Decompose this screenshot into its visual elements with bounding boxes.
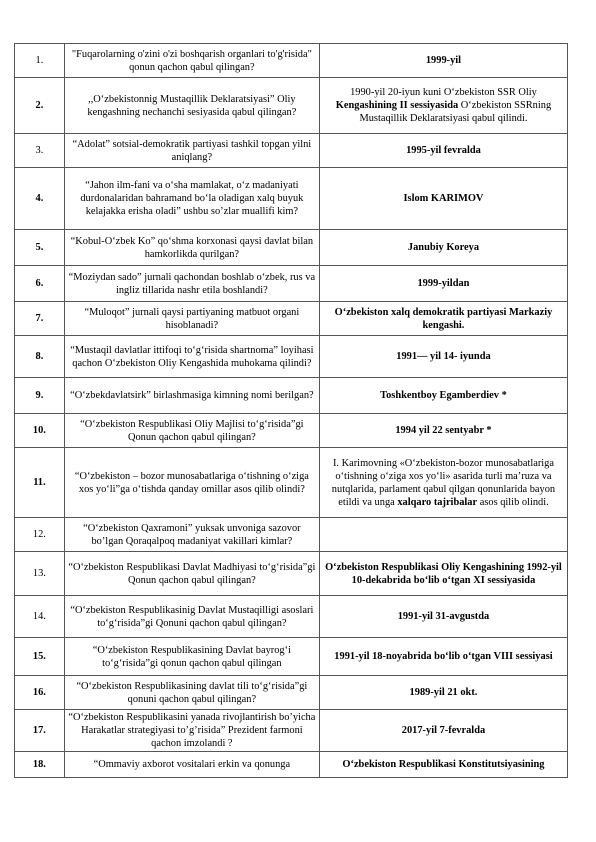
answer-text: 1991-yil 18-noyabrida bo‘lib o‘tgan VIII sessiyasi (334, 651, 553, 662)
table-row (15, 710, 568, 752)
row-number: 13. (15, 552, 65, 596)
answer-text: 1999-yildan (417, 278, 470, 289)
question-cell: “Adolat” sotsial-demokratik partiyasi tashkil topgan yilni aniqlang? (64, 134, 319, 168)
answer-text: Janubiy Koreya (407, 242, 480, 253)
table-row (15, 518, 568, 552)
table-row (15, 448, 568, 518)
question-cell: “O‘zbekiston Respublikasi Davlat Madhiyasi to‘g‘risida”gi Qonun qachon qabul qilingan? (64, 552, 319, 596)
answer-cell (319, 518, 567, 552)
answer-cell (319, 44, 567, 78)
table-row (15, 266, 568, 302)
question-cell: “O‘zbekiston Qaxramoni” yuksak unvoniga sazovor bo’lgan Qoraqalpoq madaniyat vakillari kimlar? (64, 518, 319, 552)
row-number: 2. (15, 78, 65, 134)
answer-text: 2017-yil 7-fevralda (401, 725, 486, 736)
answer-text: 1994 yil 22 sentyabr * (395, 425, 492, 436)
row-number: 3. (15, 134, 65, 168)
answer-text: 1990-yil 20-iyun kuni O‘zbekiston SSR Oliy (350, 87, 537, 98)
answer-text: O‘zbekiston Respublikasi Oliy Kengashining 1992-yil 10-dekabrida bo‘lib o‘tgan XI sessiyasida (325, 561, 562, 586)
row-number: 4. (15, 168, 65, 230)
row-number: 7. (15, 302, 65, 336)
table-row (15, 596, 568, 638)
table-row (15, 168, 568, 230)
table-row (15, 638, 568, 676)
questions-table-body (15, 44, 568, 778)
answer-cell (319, 676, 567, 710)
answer-text: Toshkentboy Egamberdiev * (380, 390, 507, 401)
row-number: 8. (15, 336, 65, 378)
table-row (15, 230, 568, 266)
table-row (15, 302, 568, 336)
answer-text: O‘zbekiston SSRning Mustaqillik Deklaratsiyasi qabul qilindi. (359, 100, 552, 124)
question-cell: “O‘zbekiston Respublikasini yanada rivojlantirish bo’yicha Harakatlar strategiyasi to’g’risida” Prezident farmoni qachon imzolandi ? (64, 710, 319, 752)
answer-cell (319, 552, 567, 596)
row-number: 15. (15, 638, 65, 676)
question-cell: “Kobul-O‘zbek Ko” qo‘shma korxonasi qaysi davlat bilan hamkorlikda qurilgan? (64, 230, 319, 266)
answer-cell (319, 414, 567, 448)
row-number: 12. (15, 518, 65, 552)
row-number: 16. (15, 676, 65, 710)
table-row (15, 336, 568, 378)
row-number: 14. (15, 596, 65, 638)
answer-cell (319, 78, 567, 134)
answer-cell (319, 168, 567, 230)
question-cell: “Mustaqil davlatlar ittifoqi to‘g‘risida shartnoma” loyihasi qachon O‘zbekiston Oliy Kengashida muhokama qilindi? (64, 336, 319, 378)
answer-text: O‘zbekiston xalq demokratik partiyasi Markaziy kengashi. (334, 306, 553, 331)
answer-cell (319, 638, 567, 676)
row-number: 17. (15, 710, 65, 752)
question-cell: “O‘zbekdavlatsirk” birlashmasiga kimning nomi berilgan? (64, 378, 319, 414)
table-row (15, 414, 568, 448)
answer-cell (319, 266, 567, 302)
row-number: 1. (15, 44, 65, 78)
answer-text: O‘zbekiston Respublikasi Konstitutsiyasining (342, 759, 545, 770)
question-cell: “Jahon ilm-fani va o‘sha mamlakat, o‘z madaniyati durdonalaridan bahramand bo‘la oladigan xalq buyuk kelajakka erisha oladi” ushbu so’zlar muallifi kim? (64, 168, 319, 230)
question-cell: “O‘zbekiston Respublikasining Davlat bayrog‘i to‘g‘risida”gi qonun qachon qabul qilingan (64, 638, 319, 676)
answer-text: xalqaro tajribalar (397, 496, 478, 508)
answer-text: 1991— yil 14- iyunda (396, 351, 491, 362)
question-cell: “O‘zbekiston Respublikasi Oliy Majlisi to‘g‘risida”gi Qonun qachon qabul qilingan? (64, 414, 319, 448)
answer-cell (319, 134, 567, 168)
question-cell: “O‘zbekiston Respublikasinig Davlat Mustaqilligi asoslari to‘g‘risida”gi Qonuni qachon qabul qilingan? (64, 596, 319, 638)
answer-text: 1995-yil fevralda (406, 145, 481, 156)
row-number: 5. (15, 230, 65, 266)
question-cell: “Ommaviy axborot vositalari erkin va qonunga (64, 752, 319, 778)
question-cell: “Muloqot” jurnali qaysi partiyaning matbuot organi hisoblanadi? (64, 302, 319, 336)
table-row (15, 552, 568, 596)
row-number: 9. (15, 378, 65, 414)
answer-cell (319, 448, 567, 518)
table-row (15, 378, 568, 414)
answer-text: 1999-yil (425, 55, 462, 66)
row-number: 11. (15, 448, 65, 518)
answer-cell (319, 302, 567, 336)
answer-cell (319, 336, 567, 378)
table-row (15, 676, 568, 710)
row-number: 10. (15, 414, 65, 448)
table-row (15, 44, 568, 78)
question-cell: "Fuqarolarning o'zini o'zi boshqarish organlari to'g'risida" qonun qachon qabul qilingan? (64, 44, 319, 78)
question-cell: “Moziydan sado” jurnali qachondan boshlab o‘zbek, rus va ingliz tillarida nashr etila boshlandi? (64, 266, 319, 302)
answer-cell (319, 596, 567, 638)
answer-cell (319, 710, 567, 752)
row-number: 6. (15, 266, 65, 302)
questions-table (14, 43, 568, 778)
table-row (15, 78, 568, 134)
table-row (15, 752, 568, 778)
question-cell: “O‘zbekiston Respublikasining davlat tili to‘g‘risida”gi qonuni qachon qabul qilingan? (64, 676, 319, 710)
row-number: 18. (15, 752, 65, 778)
answer-cell (319, 378, 567, 414)
question-cell: ,,O‘zbekistonnig Mustaqillik Deklaratsiyasi” Oliy kengashning nechanchi sesiyasida qabul qilingan? (64, 78, 319, 134)
answer-text: Kengashining II sessiyasida (335, 100, 459, 111)
answer-text: asos qilib olindi. (477, 496, 549, 508)
table-row (15, 134, 568, 168)
answer-cell (319, 752, 567, 778)
answer-text: 1989-yil 21 okt. (409, 687, 478, 698)
answer-text: I. Karimovning «O‘zbekiston-bozor munosabatlariga o‘tishning o‘ziga xos yo‘li» asarida turli ma’ruza va nutqlarida, parlament qabul qilgan qonunlarida bayon etildi va unga (331, 457, 556, 508)
answer-text: Islom KARIMOV (403, 193, 484, 204)
answer-text: 1991-yil 31-avgustda (397, 611, 490, 622)
question-cell: “O‘zbekiston – bozor munosabatlariga o‘tishning o‘ziga xos yo‘li”ga o‘tishda qanday omillar asos qilib olindi? (64, 448, 319, 518)
answer-cell (319, 230, 567, 266)
